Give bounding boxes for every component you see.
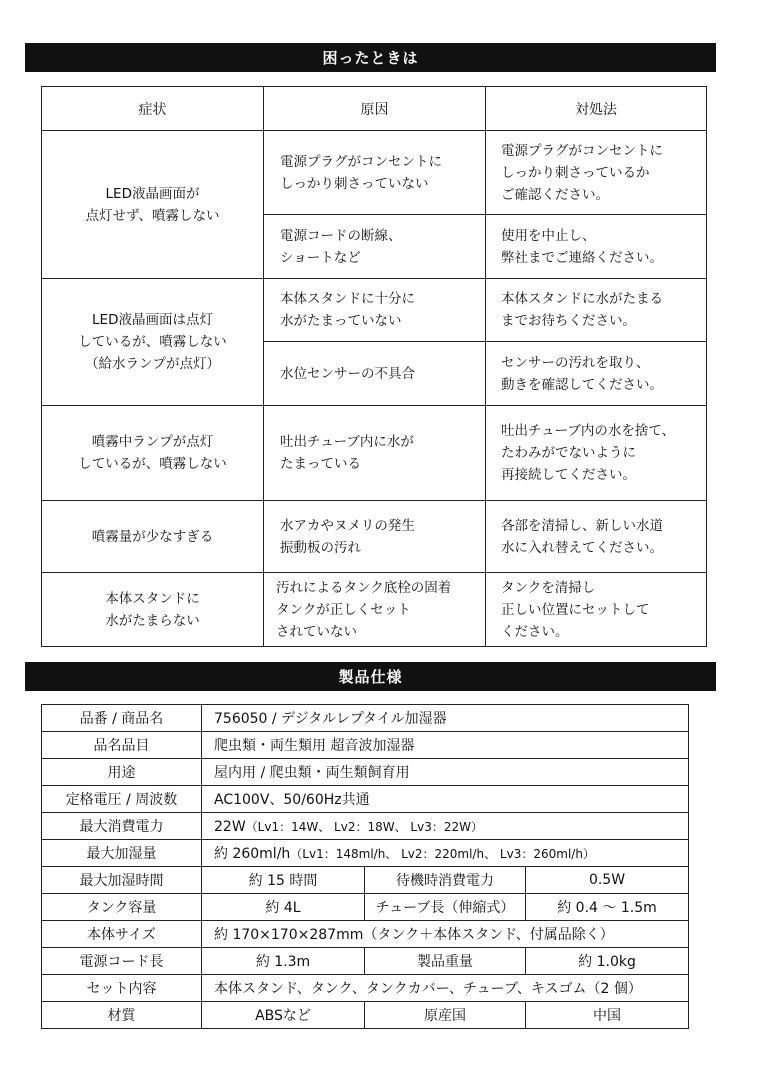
fix-cell: 吐出チューブ内の水を捨て、 たわみがでないように 再接続してください。 [486, 406, 707, 501]
spec-label: 品番 / 商品名 [42, 705, 202, 732]
spec-label: 最大消費電力 [42, 813, 202, 840]
fix-cell: 本体スタンドに水がたまる までお待ちください。 [486, 279, 707, 342]
spec-value: 約 1.3m [202, 948, 365, 975]
spec-row-max-humidify [42, 840, 689, 867]
spec-label: 品名品目 [42, 732, 202, 759]
table-row [42, 573, 707, 647]
spec-value: 屋内用 / 爬虫類・両生類飼育用 [202, 759, 689, 786]
spec-row-usage [42, 759, 689, 786]
spec-label: 製品重量 [365, 948, 526, 975]
cause-cell: 水位センサーの不具合 [264, 342, 486, 406]
fix-cell: センサーの汚れを取り、 動きを確認してください。 [486, 342, 707, 406]
cause-cell: 本体スタンドに十分に 水がたまっていない [264, 279, 486, 342]
fix-cell: タンクを清掃し 正しい位置にセットして ください。 [486, 573, 707, 647]
table-row [42, 501, 707, 573]
troubleshooting-title: 困ったときは [322, 49, 419, 67]
spec-label: 電源コード長 [42, 948, 202, 975]
symptom-cell: LED液晶画面が 点灯せず、噴霧しない [42, 131, 264, 279]
spec-row-product-no [42, 705, 689, 732]
spec-label: 本体サイズ [42, 921, 202, 948]
header-cause: 原因 [264, 87, 486, 131]
cause-cell: 電源コードの断線、 ショートなど [264, 215, 486, 279]
cause-cell: 汚れによるタンク底栓の固着 タンクが正しくセット されていない [264, 573, 486, 647]
spec-label: セット内容 [42, 975, 202, 1002]
troubleshooting-title-bar [25, 43, 716, 72]
cause-cell: 電源プラグがコンセントに しっかり刺さっていない [264, 131, 486, 215]
spec-row-cord [42, 948, 689, 975]
spec-value: 爬虫類・両生類用 超音波加湿器 [202, 732, 689, 759]
fix-cell: 電源プラグがコンセントに しっかり刺さっているか ご確認ください。 [486, 131, 707, 215]
table-row [42, 406, 707, 501]
spec-label: チューブ長（伸縮式） [365, 894, 526, 921]
symptom-cell: LED液晶画面は点灯 しているが、噴霧しない （給水ランプが点灯） [42, 279, 264, 406]
spec-label: 待機時消費電力 [365, 867, 526, 894]
spec-label: 定格電圧 / 周波数 [42, 786, 202, 813]
troubleshooting-table [41, 86, 707, 647]
spec-value: 約 0.4 ～ 1.5m [526, 894, 689, 921]
specs-table [41, 704, 689, 1029]
spec-label: 材質 [42, 1002, 202, 1029]
spec-row-contents [42, 975, 689, 1002]
spec-label: 最大加湿時間 [42, 867, 202, 894]
spec-row-voltage [42, 786, 689, 813]
table-row [42, 131, 707, 215]
header-fix: 対処法 [486, 87, 707, 131]
fix-cell: 使用を中止し、 弊社までご連絡ください。 [486, 215, 707, 279]
table-row [42, 279, 707, 342]
symptom-cell: 噴霧中ランプが点灯 しているが、噴霧しない [42, 406, 264, 501]
table-header-row [42, 87, 707, 131]
cause-cell: 吐出チューブ内に水が たまっている [264, 406, 486, 501]
spec-row-material [42, 1002, 689, 1029]
spec-value: 本体スタンド、タンク、タンクカバー、チューブ、キスゴム（2 個） [202, 975, 689, 1002]
spec-label: 最大加湿量 [42, 840, 202, 867]
spec-row-category [42, 732, 689, 759]
spec-row-tank [42, 894, 689, 921]
spec-row-size [42, 921, 689, 948]
spec-value: 22W（Lv1：14W、 Lv2：18W、 Lv3：22W） [202, 813, 689, 840]
spec-label: 原産国 [365, 1002, 526, 1029]
spec-value: 約 260ml/h（Lv1：148ml/h、 Lv2：220ml/h、 Lv3：260ml/h） [202, 840, 689, 867]
symptom-cell: 噴霧量が少なすぎる [42, 501, 264, 573]
specs-title: 製品仕様 [338, 668, 403, 686]
spec-value: 756050 / デジタルレプタイル加湿器 [202, 705, 689, 732]
spec-row-max-time [42, 867, 689, 894]
spec-value: ABSなど [202, 1002, 365, 1029]
symptom-cell: 本体スタンドに 水がたまらない [42, 573, 264, 647]
spec-label: 用途 [42, 759, 202, 786]
spec-label: タンク容量 [42, 894, 202, 921]
spec-row-max-power [42, 813, 689, 840]
spec-value: 中国 [526, 1002, 689, 1029]
spec-value: 約 170×170×287mm（タンク＋本体スタンド、付属品除く） [202, 921, 689, 948]
header-symptom: 症状 [42, 87, 264, 131]
spec-value: 約 1.0kg [526, 948, 689, 975]
cause-cell: 水アカやヌメリの発生 振動板の汚れ [264, 501, 486, 573]
fix-cell: 各部を清掃し、新しい水道 水に入れ替えてください。 [486, 501, 707, 573]
specs-title-bar [25, 662, 716, 691]
spec-value: 0.5W [526, 867, 689, 894]
spec-value: 約 15 時間 [202, 867, 365, 894]
spec-value: 約 4L [202, 894, 365, 921]
spec-value: AC100V、50/60Hz共通 [202, 786, 689, 813]
